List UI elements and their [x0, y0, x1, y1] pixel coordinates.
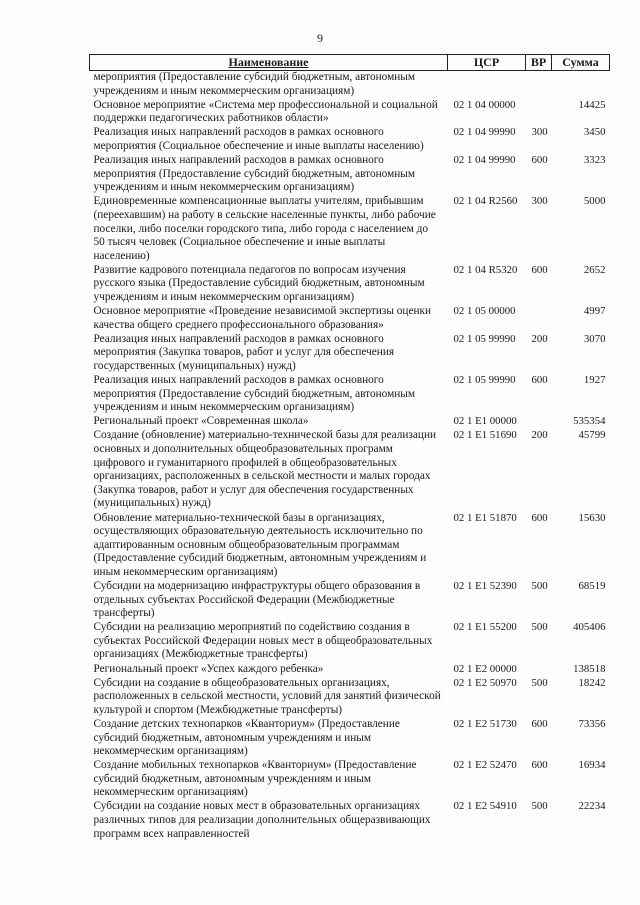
row-name: Обновление материально-технической базы в организациях, осуществляющих образовательную деятельность исключительно по адаптированным основным общеобразовательным программам (Предоставление субсидий бюджетным, автономным учреждениям и иным некоммерческим организациям)	[93, 511, 427, 578]
table-row	[90, 154, 610, 195]
row-name: Реализация иных направлений расходов в рамках основного мероприятия (Предоставление субсидий бюджетным, автономным учреждениям и иным некоммерческим организациям)	[93, 374, 416, 414]
row-sum: 3070	[583, 332, 606, 345]
row-name: мероприятия (Предоставление субсидий бюджетным, автономным учреждениям и иным некоммерческим организациям)	[93, 71, 416, 97]
row-vr-code: 300	[531, 195, 548, 208]
row-csr-code: 02 1 E1 00000	[453, 415, 517, 428]
row-name: Реализация иных направлений расходов в рамках основного мероприятия (Предоставление субсидий бюджетным, автономным учреждениям и иным некоммерческим организациям)	[93, 154, 416, 194]
table-row	[90, 126, 610, 154]
row-sum: 5000	[583, 195, 606, 208]
table-row	[90, 580, 610, 621]
row-sum: 68519	[578, 579, 606, 592]
row-vr-code: 600	[531, 511, 548, 524]
header-vr: ВР	[526, 55, 552, 71]
row-vr-code: 300	[531, 126, 548, 139]
row-vr-code	[526, 305, 552, 333]
row-csr-code: 02 1 E2 00000	[453, 662, 517, 675]
row-csr-code: 02 1 E1 51690	[453, 429, 517, 442]
table-row	[90, 71, 610, 99]
row-csr-code: 02 1 04 R2560	[453, 195, 518, 208]
table-row	[90, 374, 610, 415]
row-csr-code: 02 1 04 99990	[453, 154, 516, 167]
row-vr-code: 500	[531, 676, 548, 689]
row-name: Реализация иных направлений расходов в рамках основного мероприятия (Закупка товаров, работ и услуг для обеспечения государственных (муниципальных) нужд)	[93, 332, 395, 372]
table-row	[90, 195, 610, 263]
row-sum	[552, 71, 610, 99]
row-name: Субсидии на модернизацию инфраструктуры общего образования в отдельных субъектах Российской Федерации (Межбюджетные трансферты)	[93, 579, 421, 620]
row-vr-code: 500	[531, 621, 548, 634]
table-header-row	[90, 55, 610, 71]
table-row	[90, 429, 610, 511]
row-name: Основное мероприятие «Система мер профессиональной и социальной поддержки педагогических работников области»	[93, 98, 438, 125]
row-name: Создание (обновление) материально-технической базы для реализации основных и дополнительных общеобразовательных программ цифрового и гуманитарного профилей в общеобразовательных организациях, расположенных в сельской местности и малых городах (Закупка товаров, работ и услуг для обеспечения государственных (муниципальных) нужд)	[93, 429, 437, 510]
table-row	[90, 718, 610, 759]
table-row	[90, 333, 610, 374]
row-csr-code: 02 1 E2 52470	[453, 759, 517, 772]
table-row	[90, 663, 610, 677]
row-sum: 45799	[578, 429, 606, 442]
table-row	[90, 415, 610, 429]
table-row	[90, 677, 610, 718]
table-row	[90, 264, 610, 305]
header-csr: ЦСР	[448, 55, 526, 71]
row-vr-code	[526, 415, 552, 429]
row-vr-code: 600	[531, 154, 548, 167]
row-csr-code: 02 1 05 99990	[453, 374, 516, 387]
row-name: Субсидии на реализацию мероприятий по содействию создания в субъектах Российской Федерации новых мест в общеобразовательных организациях (Межбюджетные трансферты)	[93, 621, 433, 661]
row-name: Создание детских технопарков «Кванториум» (Предоставление субсидий бюджетным, автономным учреждениям и иным некоммерческим организациям)	[93, 717, 400, 758]
row-sum: 1927	[583, 374, 606, 387]
row-csr-code: 02 1 05 00000	[453, 305, 516, 318]
row-vr-code: 500	[531, 800, 548, 813]
table-row	[90, 512, 610, 580]
row-vr-code	[526, 99, 552, 127]
table-row	[90, 759, 610, 800]
row-sum: 138518	[573, 662, 606, 675]
row-csr-code: 02 1 05 99990	[453, 332, 516, 345]
row-sum: 3323	[583, 154, 606, 167]
row-name: Развитие кадрового потенциала педагогов по вопросам изучения русского языка (Предоставление субсидий бюджетным, автономным учреждениям и иным некоммерческим организациям)	[93, 263, 425, 303]
header-sum: Сумма	[552, 55, 610, 71]
row-sum: 22234	[578, 800, 606, 813]
page-number: 9	[317, 31, 323, 45]
row-sum: 16934	[578, 759, 606, 772]
row-vr-code	[526, 71, 552, 99]
table-row	[90, 99, 610, 127]
row-sum: 14425	[578, 98, 606, 111]
row-name: Единовременные компенсационные выплаты учителям, прибывшим (переехавшим) на работу в сельские населенные пункты, либо рабочие поселки, либо поселки городского типа, либо города с населением до 50 тысяч человек (Социальное обеспечение и иные выплаты населению)	[93, 195, 436, 262]
table-row	[90, 305, 610, 333]
row-name: Реализация иных направлений расходов в рамках основного мероприятия (Социальное обеспечение и иные выплаты населению)	[93, 126, 424, 152]
row-csr-code: 02 1 E1 52390	[453, 579, 517, 592]
row-vr-code: 600	[531, 263, 548, 276]
row-csr-code	[448, 71, 526, 99]
row-name: Региональный проект «Современная школа»	[93, 415, 309, 428]
row-csr-code: 02 1 E2 51730	[453, 717, 517, 730]
row-sum: 2652	[583, 263, 606, 276]
row-sum: 405406	[573, 621, 606, 634]
row-csr-code: 02 1 04 00000	[453, 98, 516, 111]
budget-table	[89, 54, 610, 842]
row-vr-code: 600	[531, 374, 548, 387]
row-sum: 3450	[583, 126, 606, 139]
row-vr-code: 200	[531, 332, 548, 345]
row-sum: 15630	[578, 511, 606, 524]
header-name: Наименование	[90, 55, 448, 71]
row-csr-code: 02 1 E1 55200	[453, 621, 517, 634]
row-csr-code: 02 1 04 R5320	[453, 263, 518, 276]
row-sum: 73356	[578, 717, 606, 730]
row-name: Создание мобильных технопарков «Кванториум» (Предоставление субсидий бюджетным, автономным учреждениям и иным некоммерческим организациям)	[93, 759, 417, 799]
row-name: Субсидии на создание в общеобразовательных организациях, расположенных в сельской местности, условий для занятий физической культурой и спортом (Межбюджетные трансферты)	[93, 676, 441, 716]
row-sum: 18242	[578, 676, 606, 689]
row-vr-code: 600	[531, 759, 548, 772]
row-sum: 535354	[573, 415, 606, 428]
row-name: Субсидии на создание новых мест в образовательных организациях различных типов для реализации дополнительных общеразвивающих программ всех направленностей	[93, 800, 431, 840]
row-vr-code: 500	[531, 579, 548, 592]
row-name: Региональный проект «Успех каждого ребенка»	[93, 662, 324, 675]
row-csr-code: 02 1 E2 54910	[453, 800, 517, 813]
row-vr-code: 200	[531, 429, 548, 442]
row-vr-code: 600	[531, 717, 548, 730]
row-vr-code	[526, 663, 552, 677]
row-csr-code: 02 1 E2 50970	[453, 676, 517, 689]
row-csr-code: 02 1 E1 51870	[453, 511, 517, 524]
table-row	[90, 621, 610, 662]
table-row	[90, 800, 610, 841]
row-csr-code: 02 1 04 99990	[453, 126, 516, 139]
row-sum: 4997	[583, 305, 606, 318]
row-name: Основное мероприятие «Проведение независимой экспертизы оценки качества общего среднего профессионального образования»	[93, 305, 432, 331]
